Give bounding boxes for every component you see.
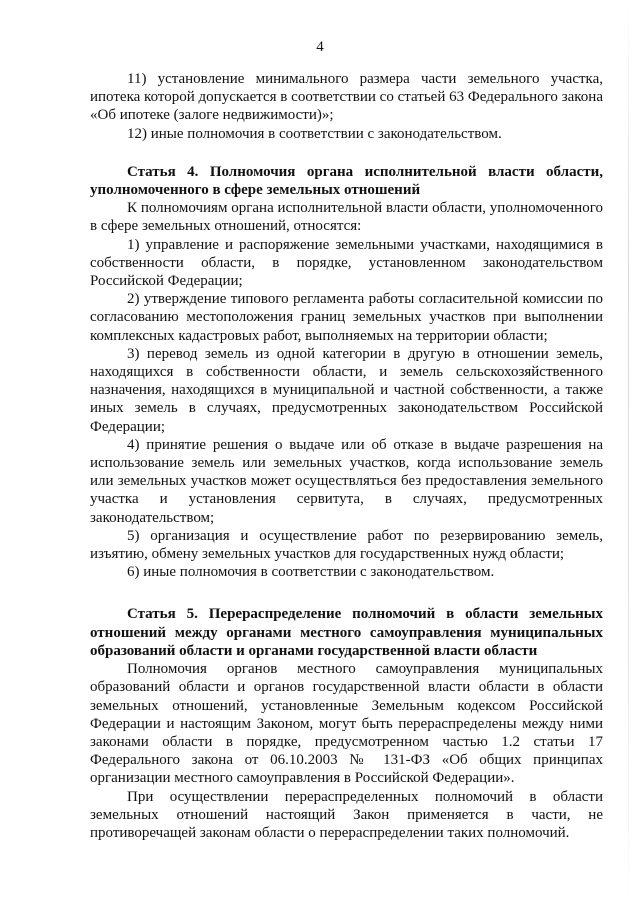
article-4-item: 4) принятие решения о выдаче или об отказе в выдаче разрешения на использование земель или земельных участков, когда использование земель или земельных участков может осуществляться без предоставления земельного участка и установления сервитута, в случаях, предусмотренных законодательством;: [90, 436, 603, 526]
article-4-item: 6) иные полномочия в соответствии с законодательством.: [127, 564, 495, 581]
page-number: 4: [316, 39, 324, 55]
article-4-item: 3) перевод земель из одной категории в другую в отношении земель, находящихся в собственности области, и земель сельскохозяйственного назначения, находящихся в муниципальной и частной собственности, а также иных земель в случаях, предусмотренных законодательством Российской Федерации;: [90, 345, 603, 435]
scan-edge-line: [628, 0, 629, 905]
paragraph: 12) иные полномочия в соответствии с законодательством.: [127, 125, 502, 142]
article-4-item: 5) организация и осуществление работ по резервированию земель, изъятию, обмену земельных участков для государственных нужд области;: [90, 527, 603, 563]
article-4-heading: Статья 4. Полномочия органа исполнительной власти области, уполномоченного в сфере земельных отношений: [90, 163, 603, 199]
article-5-paragraph: При осуществлении перераспределенных полномочий в области земельных отношений настоящий Закон применяется в части, не противоречащей законам области о перераспределении таких полномочий.: [90, 788, 603, 841]
document-body: [90, 70, 603, 842]
paragraph: 11) установление минимального размера части земельного участка, ипотека которой допускается в соответствии со статьей 63 Федерального закона «Об ипотеке (залоге недвижимости)»;: [90, 71, 603, 124]
article-4-item: 1) управление и распоряжение земельными участками, находящимися в собственности области, в порядке, установленном законодательством Российской Федерации;: [90, 236, 603, 290]
article-4-item: 2) утверждение типового регламента работы согласительной комиссии по согласованию местоположения границ земельных участков при выполнении комплексных кадастровых работ, выполняемых на территории области;: [90, 291, 603, 344]
article-5-paragraph: Полномочия органов местного самоуправления муниципальных образований области и органов государственной власти области в области земельных отношений, установленные Земельным кодексом Российской Федерации и настоящим Законом, могут быть перераспределены между ними законами области в порядке, предусмотренном частью 1.2 статьи 17 Федерального закона от 06.10.2003 № 131-ФЗ «Об общих принципах организации местного самоуправления в Российской Федерации».: [90, 661, 603, 787]
article-5-heading: Статья 5. Перераспределение полномочий в области земельных отношений между органами местного самоуправления муниципальных образований области и органами государственной власти области: [90, 606, 603, 659]
article-4-intro: К полномочиям органа исполнительной власти области, уполномоченного в сфере земельных отношений, относятся:: [90, 200, 603, 235]
